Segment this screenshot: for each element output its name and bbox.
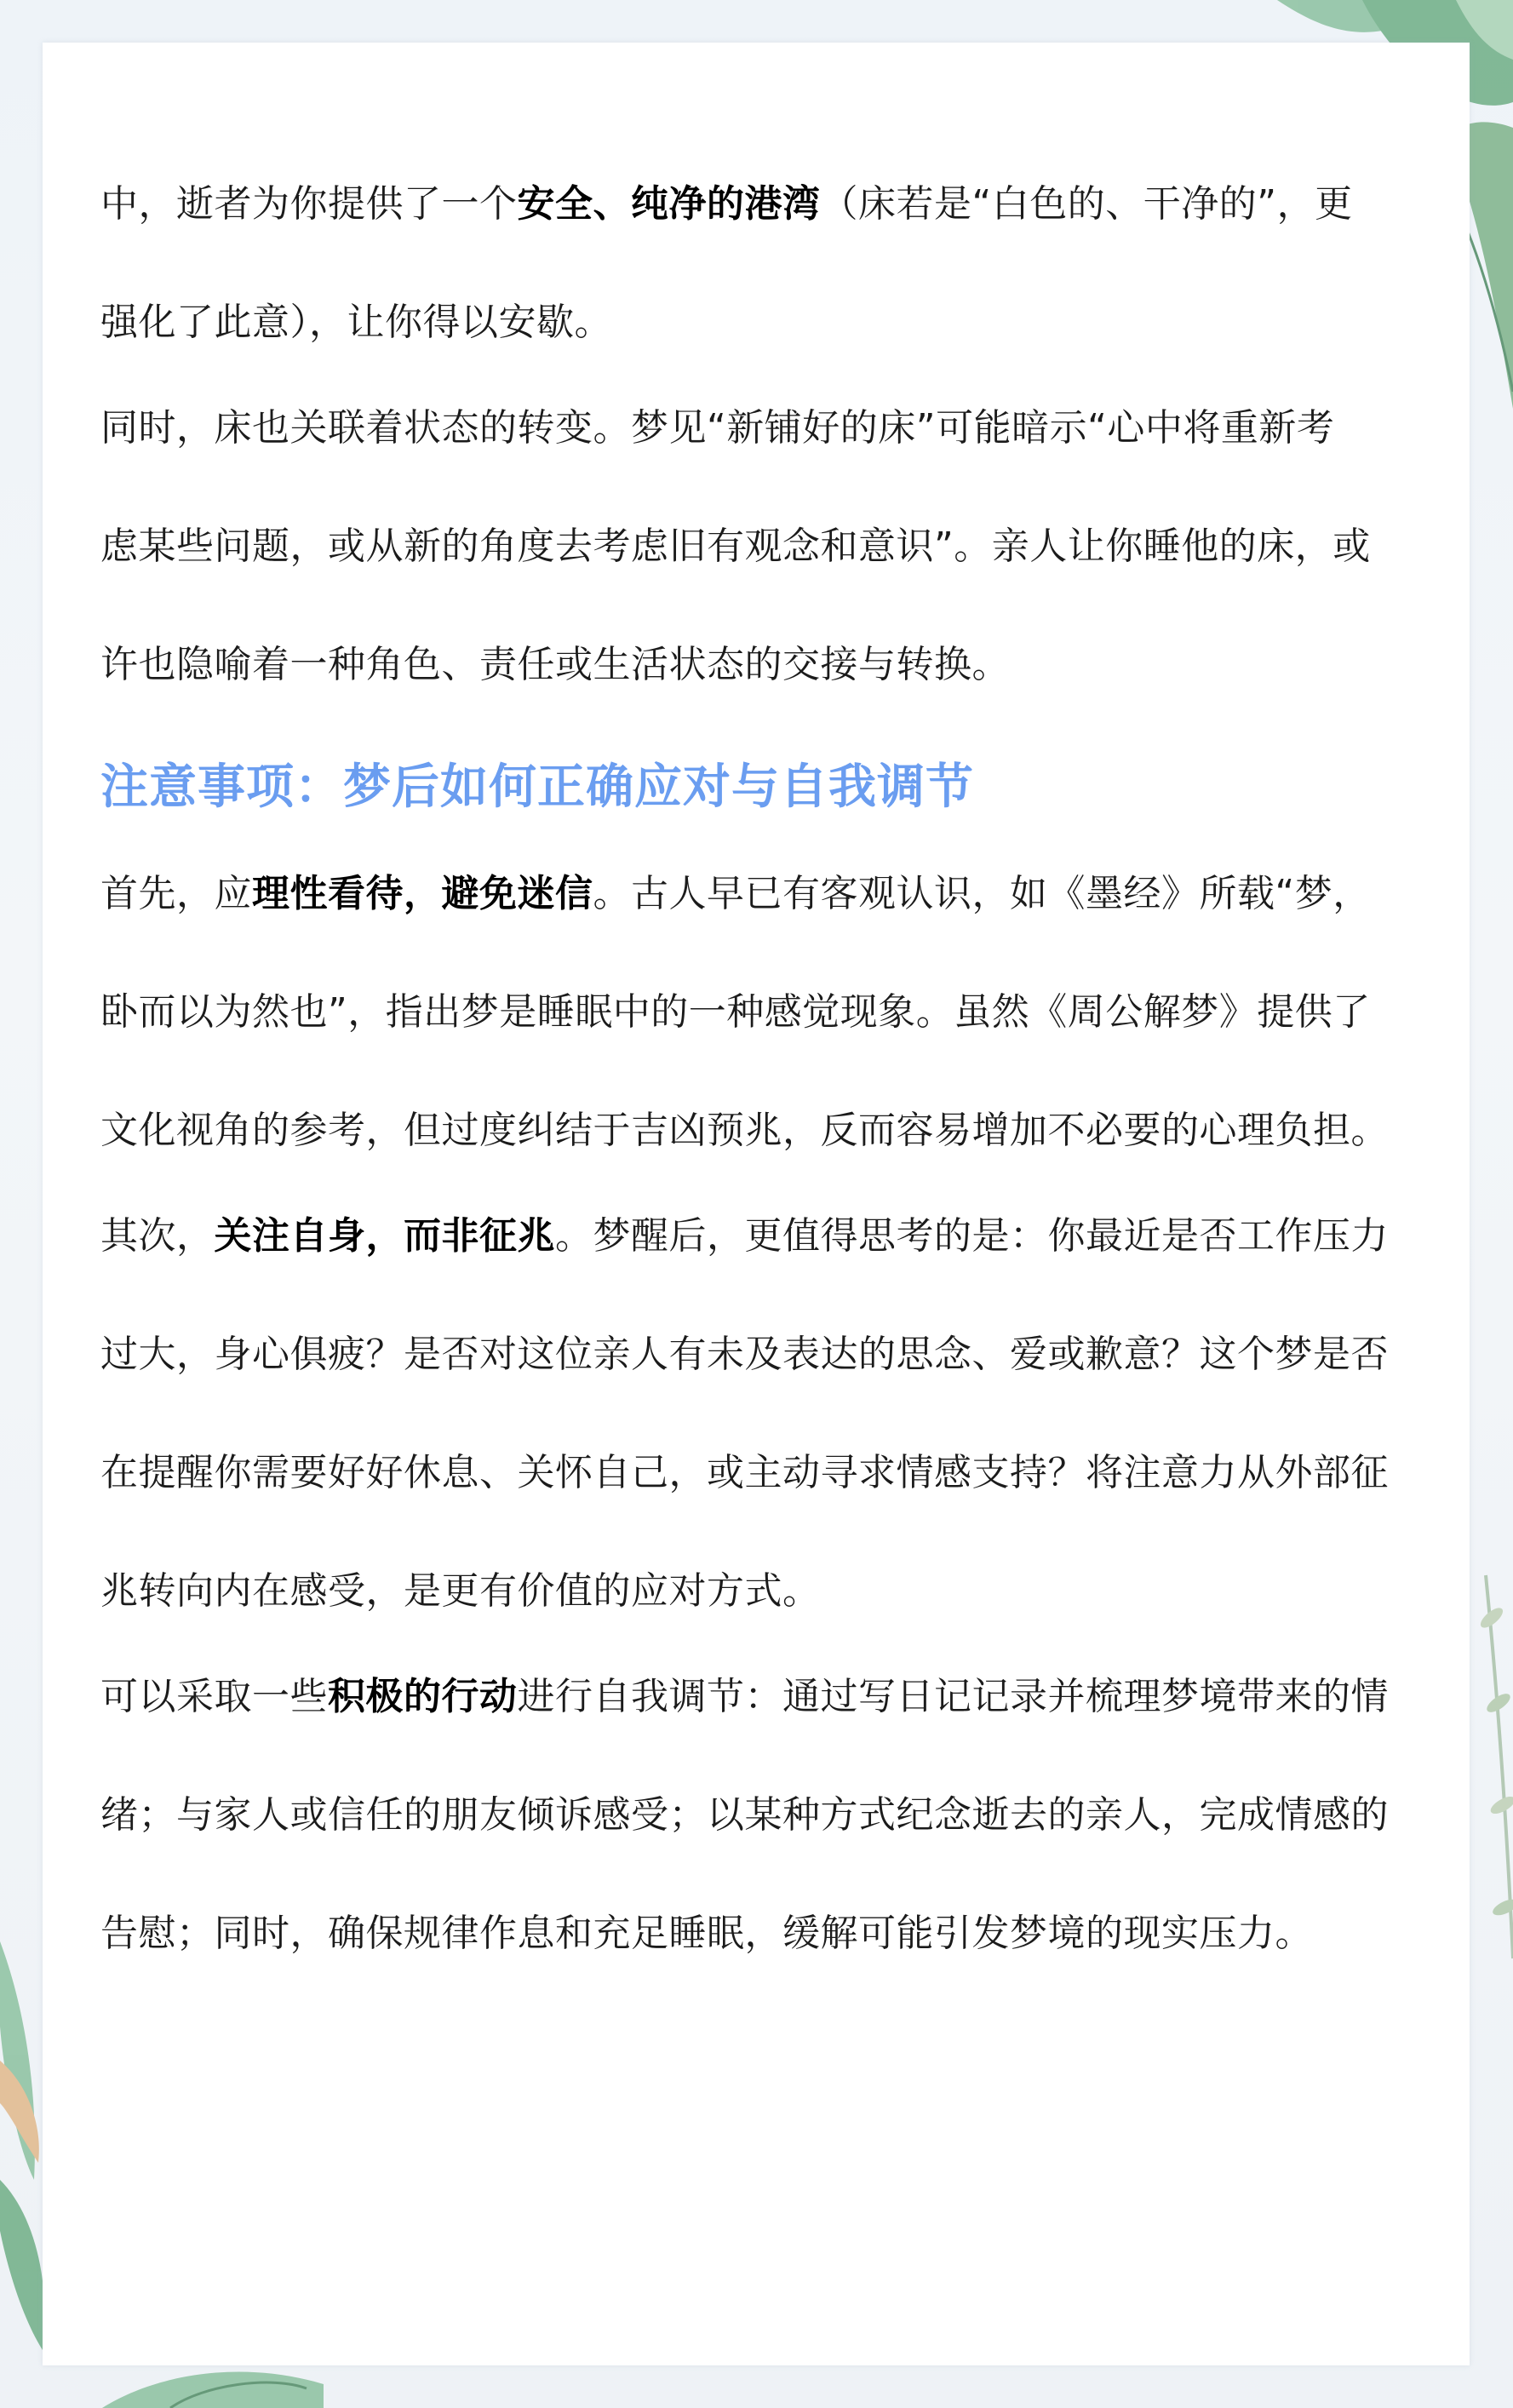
text-run: 绪；与家人或信任的朋友倾诉感受；以某种方式纪念逝去的亲人，完成情感的 — [100, 1793, 1389, 1837]
paragraph-state-transition — [100, 369, 1386, 724]
text-run: 文化视角的参考，但过度纠结于吉凶预兆，反而容易增加不必要的心理负担。 — [100, 1109, 1389, 1152]
text-run: 可以采取一些 — [100, 1675, 328, 1718]
bold-text-run: 安全、纯净的港湾 — [517, 182, 821, 226]
text-run: 。古人早已有客观认识，如《墨经》所载“梦， — [593, 872, 1371, 915]
paragraph-focus-self — [100, 1177, 1389, 1650]
text-run: 强化了此意），让你得以安歇。 — [100, 301, 612, 344]
text-run: 中，逝者为你提供了一个 — [100, 182, 518, 226]
bold-text-run: 积极的行动 — [328, 1675, 518, 1718]
text-line — [100, 953, 1386, 1071]
leaf-cluster-bottom-icon — [102, 2371, 324, 2408]
text-run: 过大，身心俱疲？是否对这位亲人有未及表达的思念、爱或歉意？这个梦是否 — [100, 1333, 1389, 1376]
text-run: 其次， — [100, 1214, 215, 1258]
twig-right-icon — [1477, 1575, 1513, 1958]
text-line — [100, 487, 1386, 605]
text-run: 兆转向内在感受，是更有价值的应对方式。 — [100, 1569, 821, 1613]
text-run: 进行自我调节：通过写日记记录并梳理梦境带来的情 — [517, 1675, 1389, 1718]
text-line — [100, 1295, 1389, 1413]
text-run: 虑某些问题，或从新的角度去考虑旧有观念和意识”。亲人让你睡他的床，或 — [100, 525, 1371, 568]
paragraph-safe-harbor — [100, 145, 1386, 381]
text-line — [100, 1532, 1386, 1650]
text-run: 告慰；同时，确保规律作息和充足睡眠，缓解可能引发梦境的现实压力。 — [100, 1912, 1313, 1955]
paragraph-rational-view — [100, 834, 1389, 1190]
text-line — [100, 1756, 1389, 1874]
text-run: （床若是“白色的、干净的”，更 — [820, 182, 1353, 226]
bold-text-run: 理性看待，避免迷信 — [252, 872, 593, 915]
text-run: 卧而以为然也”，指出梦是睡眠中的一种感觉现象。虽然《周公解梦》提供了 — [100, 990, 1371, 1034]
text-run: 许也隐喻着一种角色、责任或生活状态的交接与转换。 — [100, 643, 1010, 686]
text-line — [100, 1071, 1389, 1190]
text-line — [100, 1637, 1389, 1756]
text-line — [100, 605, 1386, 724]
text-line — [100, 369, 1386, 487]
text-run: 首先，应 — [100, 872, 252, 915]
text-line — [100, 1874, 1386, 1992]
text-line — [100, 1177, 1389, 1295]
text-run: 。梦醒后，更值得思考的是：你最近是否工作压力 — [555, 1214, 1389, 1258]
text-line — [100, 145, 1386, 263]
text-run: 在提醒你需要好好休息、关怀自己，或主动寻求情感支持？将注意力从外部征 — [100, 1451, 1389, 1494]
leaf-cluster-bottom-left-icon — [0, 1941, 45, 2350]
text-run: 同时，床也关联着状态的转变。梦见“新铺好的床”可能暗示“心中将重新考 — [100, 406, 1335, 450]
paragraph-positive-actions — [100, 1637, 1389, 1992]
text-line — [100, 1413, 1389, 1532]
article-content — [100, 145, 1389, 1992]
text-line — [100, 834, 1386, 953]
bold-text-run: 关注自身，而非征兆 — [214, 1214, 555, 1258]
section-heading: 注意事项：梦后如何正确应对与自我调节 — [100, 760, 974, 815]
article-card — [43, 43, 1470, 2365]
text-line — [100, 263, 1386, 381]
